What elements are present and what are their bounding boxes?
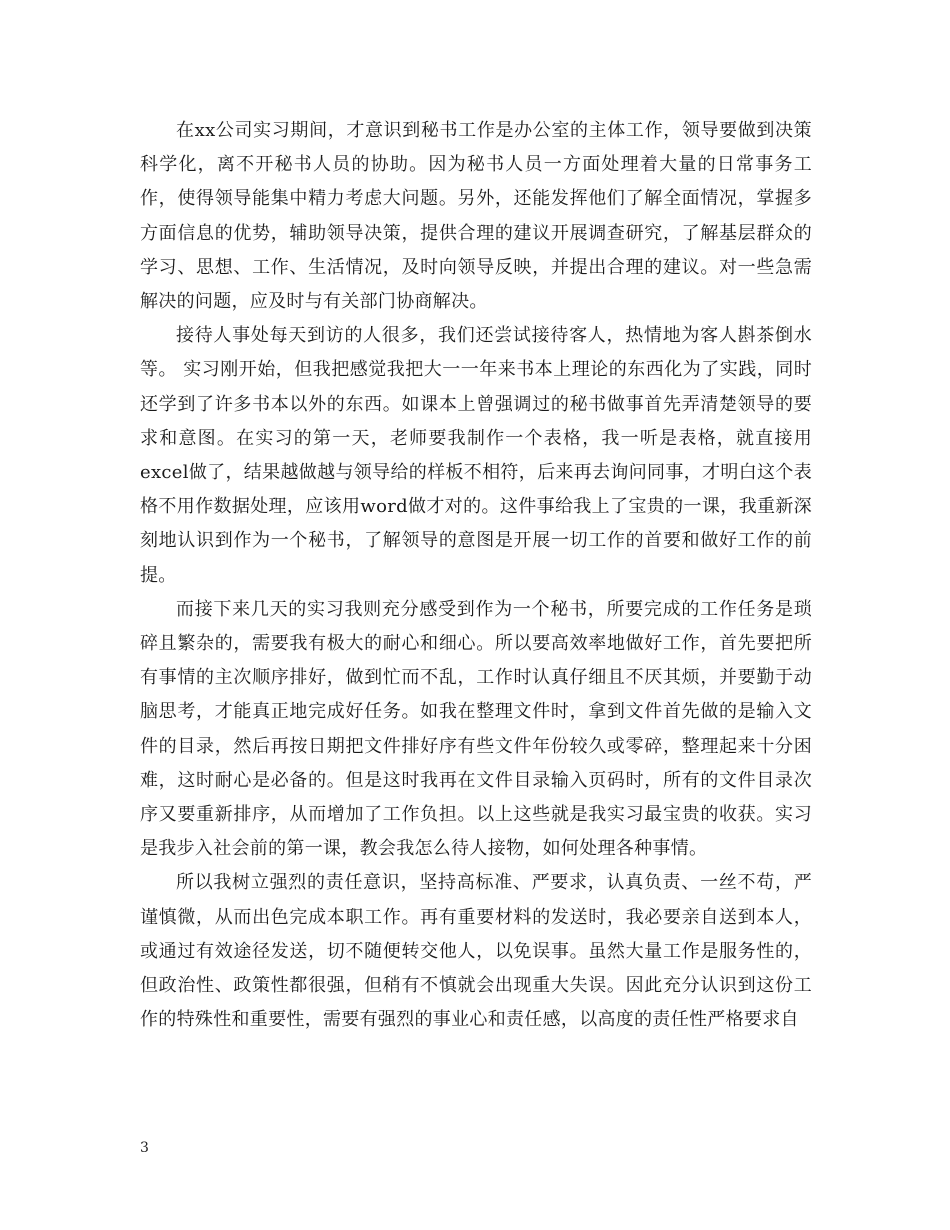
document-body (140, 114, 812, 1037)
page-number: 3 (140, 1140, 149, 1156)
paragraph-3: 而接下来几天的实习我则充分感受到作为一个秘书，所要完成的工作任务是琐碎且繁杂的，需要我有极大的耐心和细心。所以要高效率地做好工作，首先要把所有事情的主次顺序排好，做到忙而不乱，工作时认真仔细且不厌其烦，并要勤于动脑思考，才能真正地完成好任务。如我在整理文件时，拿到文件首先做的是输入文件的目录，然后再按日期把文件排好序有些文件年份较久或零碎，整理起来十分困难，这时耐心是必备的。但是这时我再在文件目录输入页码时，所有的文件目录次序又要重新排序，从而增加了工作负担。以上这些就是我实习最宝贵的收获。实习是我步入社会前的第一课，教会我怎么待人接物，如何处理各种事情。 (140, 598, 812, 860)
paragraph-4: 所以我树立强烈的责任意识，坚持高标准、严要求，认真负责、一丝不苟，严谨慎微，从而出色完成本职工作。再有重要材料的发送时，我必要亲自送到本人，或通过有效途径发送，切不随便转交他人，以免误事。虽然大量工作是服务性的，但政治性、政策性都很强，但稍有不慎就会出现重大失误。因此充分认识到这份工作的特殊性和重要性，需要有强烈的事业心和责任感，以高度的责任性严格要求自 (140, 872, 812, 1031)
paragraph-2: 接待人事处每天到访的人很多，我们还尝试接待客人，热情地为客人斟茶倒水等。 实习刚开始，但我把感觉我把大一一年来书本上理论的东西化为了实践，同时还学到了许多书本以外的东西。如课本上曾强调过的秘书做事首先弄清楚领导的要求和意图。在实习的第一天，老师要我制作一个表格，我一听是表格，就直接用excel做了，结果越做越与领导给的样板不相符，后来再去询问同事，才明白这个表格不用作数据处理，应该用word做才对的。这件事给我上了宝贵的一课，我重新深刻地认识到作为一个秘书，了解领导的意图是开展一切工作的首要和做好工作的前提。 (140, 325, 812, 586)
paragraph-1: 在xx公司实习期间，才意识到秘书工作是办公室的主体工作，领导要做到决策科学化，离不开秘书人员的协助。因为秘书人员一方面处理着大量的日常事务工作，使得领导能集中精力考虑大问题。另外，还能发挥他们了解全面情况，掌握多方面信息的优势，辅助领导决策，提供合理的建议开展调查研究，了解基层群众的学习、思想、工作、生活情况，及时向领导反映，并提出合理的建议。对一些急需解决的问题，应及时与有关部门协商解决。 (140, 120, 812, 313)
